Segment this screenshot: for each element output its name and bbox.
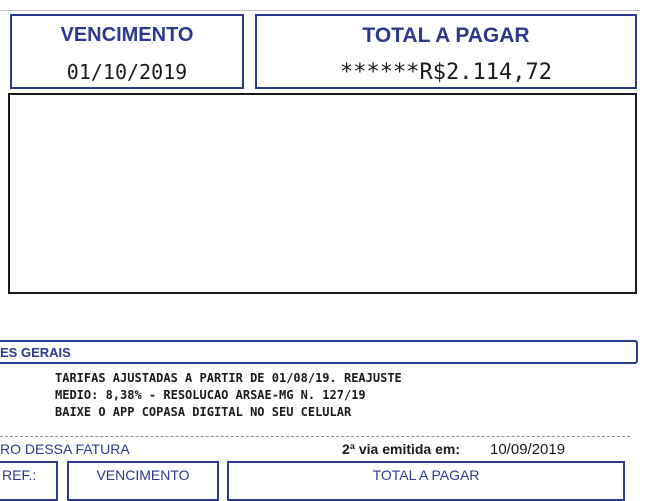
total-amount-box xyxy=(255,14,637,89)
info-message-line: MEDIO: 8,38% - RESOLUCAO ARSAE-MG N. 127/19 xyxy=(55,388,366,402)
stub-total-label: TOTAL A PAGAR xyxy=(372,467,480,483)
due-date-label: VENCIMENTO xyxy=(60,24,194,46)
stub-due-box xyxy=(67,461,219,501)
stub-total-box xyxy=(227,461,625,501)
blank-content-box xyxy=(8,93,637,294)
stub-title: RO DESSA FATURA xyxy=(0,441,130,457)
reissue-label: 2ª via emitida em: xyxy=(342,441,461,457)
stub-ref-label: REF.: xyxy=(2,467,37,483)
stub-ref-box xyxy=(0,461,58,501)
general-info-header-bar xyxy=(0,340,638,364)
total-amount-label: TOTAL A PAGAR xyxy=(362,24,530,47)
stub-due-label: VENCIMENTO xyxy=(96,467,190,483)
info-message-line: TARIFAS AJUSTADAS A PARTIR DE 01/08/19. REAJUSTE xyxy=(55,371,402,385)
total-amount-value: ******R$2.114,72 xyxy=(340,60,552,85)
due-date-box xyxy=(10,14,244,89)
info-message-line: BAIXE O APP COPASA DIGITAL NO SEU CELULAR xyxy=(55,405,352,419)
reissue-date: 10/09/2019 xyxy=(490,441,566,458)
due-date-value: 01/10/2019 xyxy=(66,60,188,84)
general-info-title: ES GERAIS xyxy=(0,345,71,360)
cut-line xyxy=(0,436,630,437)
top-divider xyxy=(0,10,640,11)
